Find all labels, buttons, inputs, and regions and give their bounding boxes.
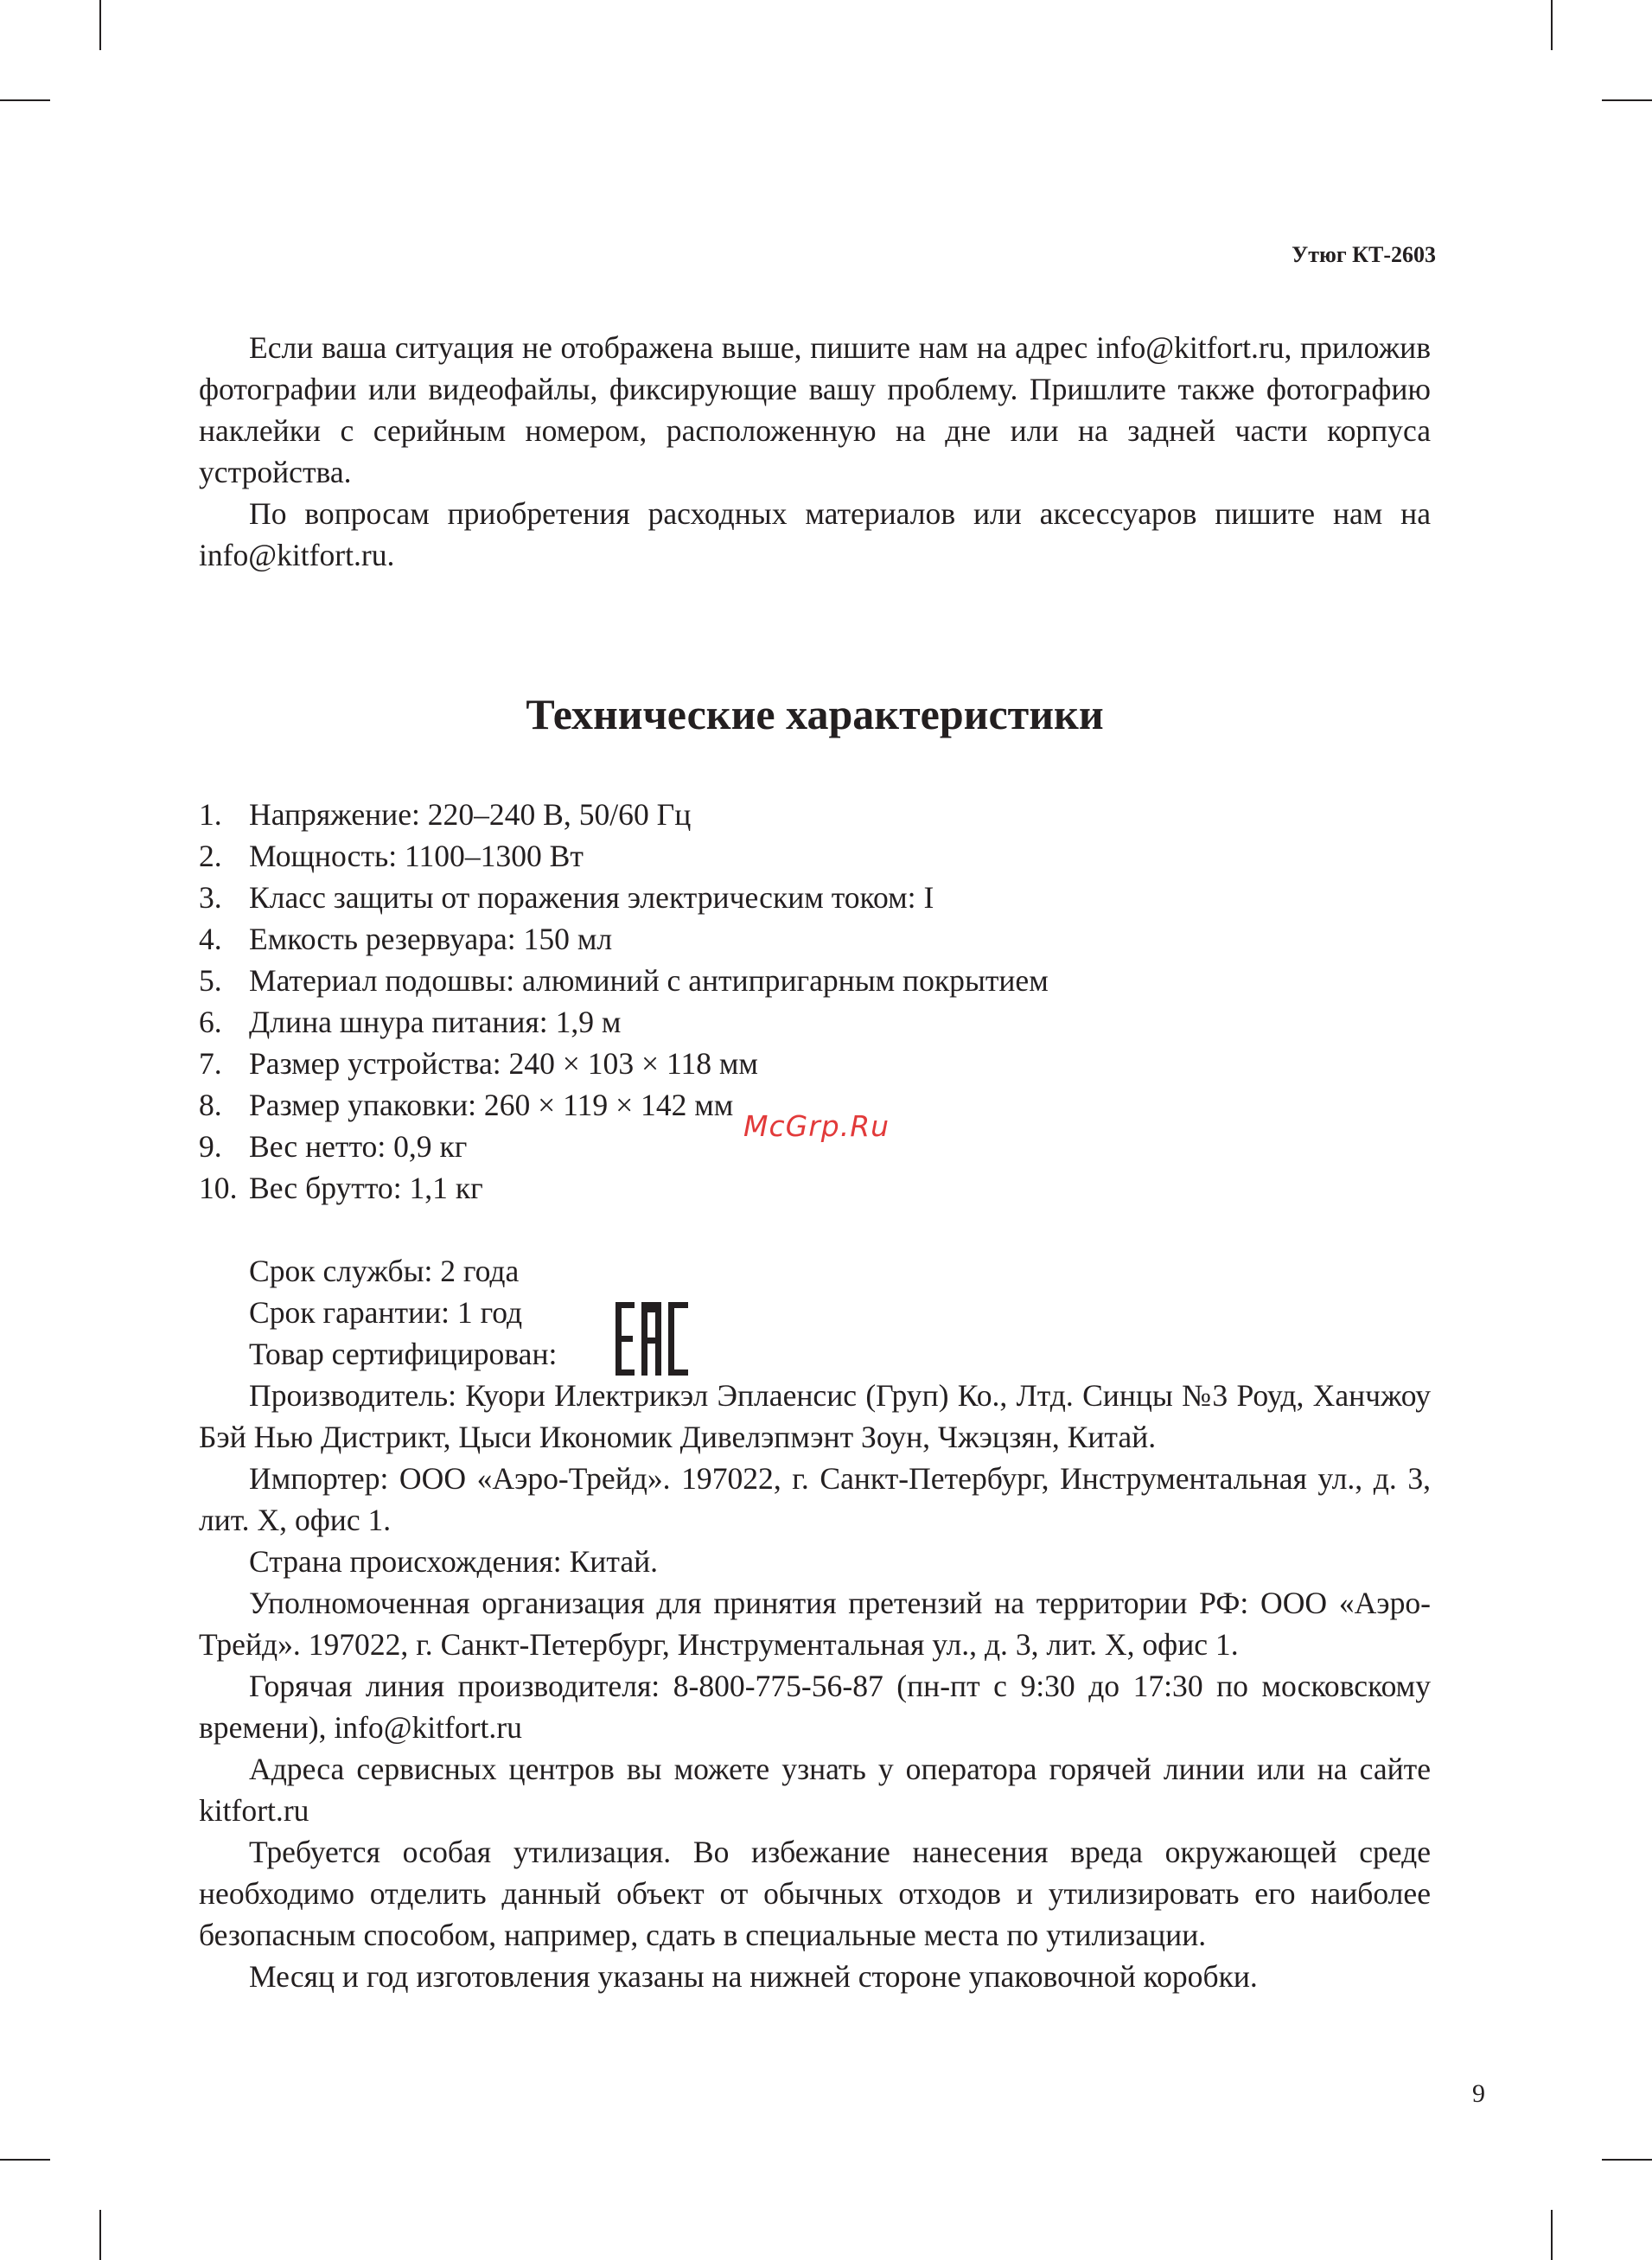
warranty-period: Срок гарантии: 1 год bbox=[249, 1295, 523, 1330]
page-number: 9 bbox=[1472, 2079, 1485, 2108]
spec-item bbox=[199, 1043, 1431, 1084]
spec-item bbox=[199, 877, 1431, 918]
spec-text: Емкость резервуара: 150 мл bbox=[249, 922, 613, 956]
spec-number: 5. bbox=[199, 963, 222, 998]
spec-number: 1. bbox=[199, 797, 222, 832]
country-of-origin: Страна происхождения: Китай. bbox=[249, 1544, 659, 1579]
crop-mark-bottom-left-horizontal bbox=[0, 2159, 50, 2161]
intro-paragraph-contact: Если ваша ситуация не отображена выше, пишите нам на адрес info@kitfort.ru, приложив фотографии или видеофайлы, фиксирующие вашу проблему. Пришлите также фотографию наклейки с серийным номером, расположенную на дне или на задней части корпуса устройства. bbox=[199, 330, 1431, 489]
running-header: Утюг КТ-2603 bbox=[1292, 242, 1436, 267]
spec-item bbox=[199, 1001, 1431, 1043]
spec-text: Размер упаковки: 260 × 119 × 142 мм bbox=[249, 1088, 734, 1122]
crop-mark-bottom-right-vertical bbox=[1551, 2210, 1553, 2260]
intro-paragraph-accessories: По вопросам приобретения расходных материалов или аксессуаров пишите нам на info@kitfort.ru. bbox=[199, 496, 1431, 572]
certification-note: Товар сертифицирован: bbox=[249, 1337, 558, 1371]
spec-number: 3. bbox=[199, 880, 222, 915]
authorized-organization: Уполномоченная организация для принятия претензий на территории РФ: ООО «Аэро-Трейд». 197022, г. Санкт-Петербург, Инструментальная ул., д. 3, лит. Х, офис 1. bbox=[199, 1586, 1431, 1662]
eac-certification-logo bbox=[616, 1302, 688, 1376]
spec-number: 9. bbox=[199, 1129, 222, 1164]
spec-text: Размер устройства: 240 × 103 × 118 мм bbox=[249, 1046, 758, 1081]
spec-list bbox=[199, 794, 1431, 1209]
spec-number: 6. bbox=[199, 1005, 222, 1039]
service-info-block bbox=[199, 1250, 1431, 1997]
service-life: Срок службы: 2 года bbox=[249, 1254, 520, 1288]
spec-text: Напряжение: 220–240 В, 50/60 Гц bbox=[249, 797, 692, 832]
disposal-note: Требуется особая утилизация. Во избежание нанесения вреда окружающей среде необходимо отделить данный объект от обычных отходов и утилизировать его наиболее безопасным способом, например, сдать в специальные места по утилизации. bbox=[199, 1835, 1431, 1952]
crop-mark-top-left-horizontal bbox=[0, 99, 50, 101]
spec-text: Вес брутто: 1,1 кг bbox=[249, 1171, 483, 1205]
spec-number: 10. bbox=[199, 1171, 238, 1205]
specs-heading: Технические характеристики bbox=[526, 690, 1104, 738]
page-content bbox=[199, 327, 1431, 1997]
spec-item bbox=[199, 1167, 1431, 1209]
spec-item bbox=[199, 918, 1431, 960]
crop-mark-bottom-left-vertical bbox=[99, 2210, 101, 2260]
importer-info: Импортер: ООО «Аэро-Трейд». 197022, г. Санкт-Петербург, Инструментальная ул., д. 3, лит. Х, офис 1. bbox=[199, 1461, 1431, 1537]
spec-item bbox=[199, 960, 1431, 1001]
spec-text: Мощность: 1100–1300 Вт bbox=[249, 839, 584, 873]
watermark: McGrp.Ru bbox=[743, 1109, 890, 1143]
manufacturer-info: Производитель: Куори Илектрикэл Эплаенсис (Груп) Ко., Лтд. Синцы №3 Роуд, Ханчжоу Бэй Нью Дистрикт, Цыси Икономик Дивелэпмэнт Зоун, Чжэцзян, Китай. bbox=[199, 1378, 1431, 1454]
manufacture-date-note: Месяц и год изготовления указаны на нижней стороне упаковочной коробки. bbox=[249, 1959, 1258, 1994]
spec-text: Вес нетто: 0,9 кг bbox=[249, 1129, 468, 1164]
spec-item bbox=[199, 794, 1431, 835]
crop-mark-bottom-right-horizontal bbox=[1602, 2159, 1652, 2161]
spec-number: 4. bbox=[199, 922, 222, 956]
crop-mark-top-right-vertical bbox=[1551, 0, 1553, 50]
spec-number: 8. bbox=[199, 1088, 222, 1122]
crop-mark-top-left-vertical bbox=[99, 0, 101, 50]
spec-number: 7. bbox=[199, 1046, 222, 1081]
spec-number: 2. bbox=[199, 839, 222, 873]
spec-text: Класс защиты от поражения электрическим током: I bbox=[249, 880, 934, 915]
spec-text: Материал подошвы: алюминий с антипригарным покрытием bbox=[249, 963, 1049, 998]
crop-mark-top-right-horizontal bbox=[1602, 99, 1652, 101]
spec-text: Длина шнура питания: 1,9 м bbox=[249, 1005, 622, 1039]
service-centers-note: Адреса сервисных центров вы можете узнать у оператора горячей линии или на сайте kitfort.ru bbox=[199, 1752, 1431, 1828]
spec-item bbox=[199, 835, 1431, 877]
manufacturer-hotline: Горячая линия производителя: 8-800-775-56-87 (пн-пт с 9:30 до 17:30 по московскому времени), info@kitfort.ru bbox=[199, 1669, 1431, 1745]
